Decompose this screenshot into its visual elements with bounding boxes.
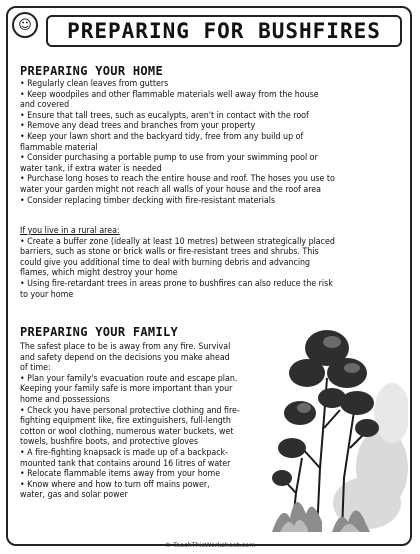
family-line: mounted tank that contains around 16 litres of water xyxy=(20,458,231,469)
family-line: • A fire-fighting knapsack is made up of a backpack- xyxy=(20,447,228,458)
logo-glyph: ☺ xyxy=(18,17,32,33)
family-line: • Know where and how to turn off mains power, xyxy=(20,479,210,490)
home-tips-list xyxy=(20,79,402,206)
brand-logo-icon xyxy=(12,12,38,38)
footer-credit: © TeachThisWorksheet.com xyxy=(164,541,256,549)
family-line: • Plan your family's evacuation route and escape plan. xyxy=(20,373,238,384)
rural-intro: If you live in a rural area: xyxy=(20,226,120,236)
home-line: water your garden might not reach all walls of your house and the roof area xyxy=(20,184,321,195)
family-line: cotton or wool clothing, numerous water buckets, wet xyxy=(20,426,234,437)
home-line: • Ensure that tall trees, such as eucalypts, aren't in contact with the roof xyxy=(20,110,309,121)
rural-line: • Create a buffer zone (ideally at least 10 metres) between strategically placed xyxy=(20,236,335,247)
family-line: • Check you have personal protective clothing and fire- xyxy=(20,405,240,416)
home-line: • Consider replacing timber decking with fire-resistant materials xyxy=(20,195,276,206)
rural-line: barriers, such as stone or brick walls or fire-resistant trees and shrubs. This xyxy=(20,247,319,258)
family-line: and safety depend on the decisions you make ahead xyxy=(20,352,230,363)
home-line: • Keep woodpiles and other flammable materials well away from the house xyxy=(20,89,319,100)
family-line: water, gas and solar power xyxy=(20,490,128,501)
bushfire-illustration xyxy=(272,318,408,532)
home-line: • Regularly clean leaves from gutters xyxy=(20,79,169,89)
title-box xyxy=(46,15,402,47)
family-line: towels, bushfire boots, and protective gloves xyxy=(20,437,198,448)
home-line: • Consider purchasing a portable pump to use from your swimming pool or xyxy=(20,153,318,164)
home-line: • Keep your lawn short and the backyard tidy, free from any build up of xyxy=(20,131,304,142)
family-line: The safest place to be is away from any fire. Survival xyxy=(20,342,231,352)
home-line: and covered xyxy=(20,100,70,111)
home-heading: PREPARING YOUR HOME xyxy=(20,64,163,78)
family-line: home and possessions xyxy=(20,394,110,405)
family-heading: PREPARING YOUR FAMILY xyxy=(20,325,179,339)
rural-line: to your home xyxy=(20,289,74,300)
family-line: of time: xyxy=(20,363,51,374)
rural-line: could give you additional time to deal with burning debris and advancing xyxy=(20,257,311,268)
page-title: PREPARING FOR BUSHFIRES xyxy=(67,19,381,43)
family-tips-list xyxy=(20,342,278,501)
rural-line: • Using fire-retardant trees in areas prone to bushfires can also reduce the risk xyxy=(20,278,333,289)
home-line: water tank, if extra water is needed xyxy=(20,163,162,174)
family-line: • Relocate flammable items away from your home xyxy=(20,469,221,480)
family-line: Keeping your family safe is more important than your xyxy=(20,384,233,395)
home-line: • Remove any dead trees and branches from your property xyxy=(20,121,256,132)
home-line: flammable material xyxy=(20,142,98,153)
rural-line: flames, which might destroy your home xyxy=(20,268,178,279)
rural-tips-list xyxy=(20,226,402,300)
home-line: • Purchase long hoses to reach the entire house and roof. The hoses you use to xyxy=(20,174,335,185)
family-line: fighting equipment like, fire extinguishers, full-length xyxy=(20,416,231,427)
